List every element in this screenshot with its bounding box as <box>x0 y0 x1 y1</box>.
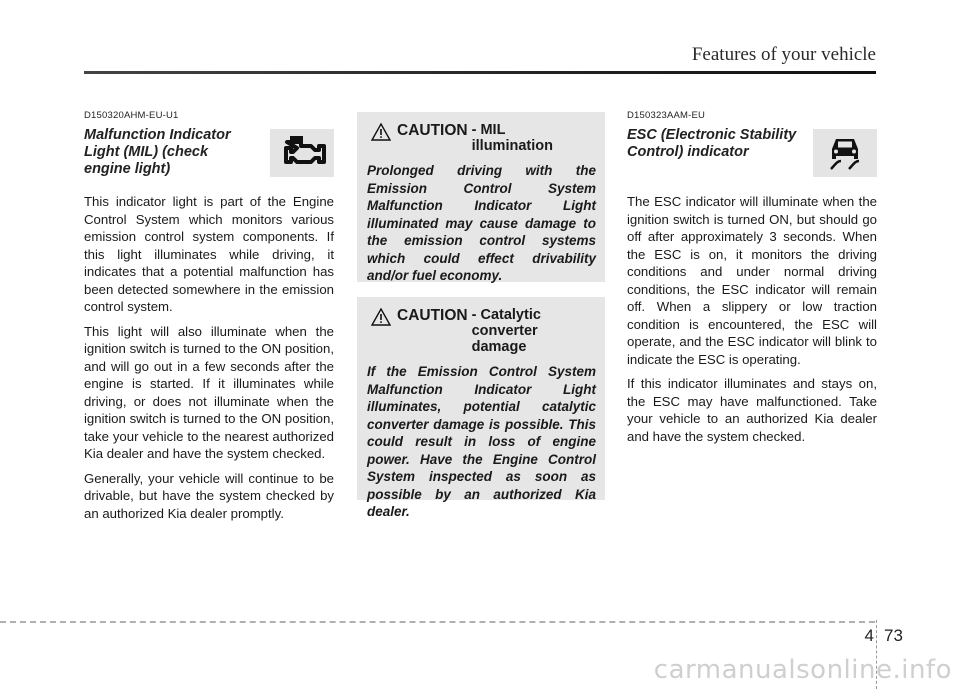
paragraph: This indicator light is part of the Engine Control System which monitors various emission control system components. If this light illuminates while driving, it indicates that a potential malfunction has been detected somewhere in the emission control system. <box>84 194 334 314</box>
chapter-number: 4 <box>864 626 874 645</box>
section-heading-row <box>627 127 877 193</box>
caution-body: Prolonged driving with the Emission Control System Malfunction Indicator Light illuminated may cause damage to the emission control systems which could effect drivability and/or fuel economy. <box>367 163 596 283</box>
paragraph: Generally, your vehicle will continue to be drivable, but have the system checked by an authorized Kia dealer promptly. <box>84 470 334 521</box>
section-code: D150323AAM-EU <box>627 110 706 121</box>
caution-header <box>367 307 596 355</box>
section-heading: Malfunction Indicator Light (MIL) (check engine light) <box>84 127 231 177</box>
caution-subject: - MIL illumination <box>472 122 584 154</box>
paragraph: The ESC indicator will illuminate when the ignition switch is turned ON, but should go off after approximately 3 seconds. When the ESC is on, it monitors the driving conditions and under normal driving conditions, the ESC indicator will remain off. When a slippery or low traction condition is encountered, the ESC will operate, and the ESC indicator will blink to indicate the ESC is operating. <box>627 194 877 367</box>
caution-box-mil <box>357 112 605 282</box>
mil-section <box>84 110 334 529</box>
section-heading-row <box>84 127 334 193</box>
caution-body: If the Emission Control System Malfunction Indicator Light illuminates, potential catalytic converter damage is possible. This could result in loss of engine power. Have the Engine Control System inspected as soon as possible by an authorized Kia dealer. <box>367 364 596 519</box>
paragraph: If this indicator illuminates and stays on, the ESC may have malfunctioned. Take your vehicle to an authorized Kia dealer and have the system checked. <box>627 376 877 444</box>
page-number: 73 <box>884 626 903 645</box>
caution-box-catalytic <box>357 297 605 519</box>
footer-rule <box>0 621 875 623</box>
check-engine-icon <box>270 129 334 177</box>
warning-triangle-icon <box>371 308 391 326</box>
caution-header <box>367 122 596 154</box>
esc-skid-car-icon <box>813 129 877 177</box>
section-heading: ESC (Electronic Stability Control) indicator <box>627 127 797 160</box>
caution-word: CAUTION <box>397 307 468 324</box>
watermark: carmanualsonline.info <box>653 655 952 685</box>
section-code: D150320AHM-EU-U1 <box>84 110 179 121</box>
section-title: Features of your vehicle <box>691 44 876 65</box>
esc-section <box>627 110 877 452</box>
caution-subject: - Catalytic converter damage <box>472 307 564 355</box>
warning-triangle-icon <box>371 123 391 141</box>
caution-word: CAUTION <box>397 122 468 139</box>
header-rule <box>84 71 876 74</box>
paragraph: This light will also illuminate when the ignition switch is turned to the ON position, and will go out in a few seconds after the engine is started. If it illuminates while driving, or does not illuminate when the ignition switch is turned to the ON position, take your vehicle to the nearest authorized Kia dealer and have the system checked. <box>84 323 334 461</box>
